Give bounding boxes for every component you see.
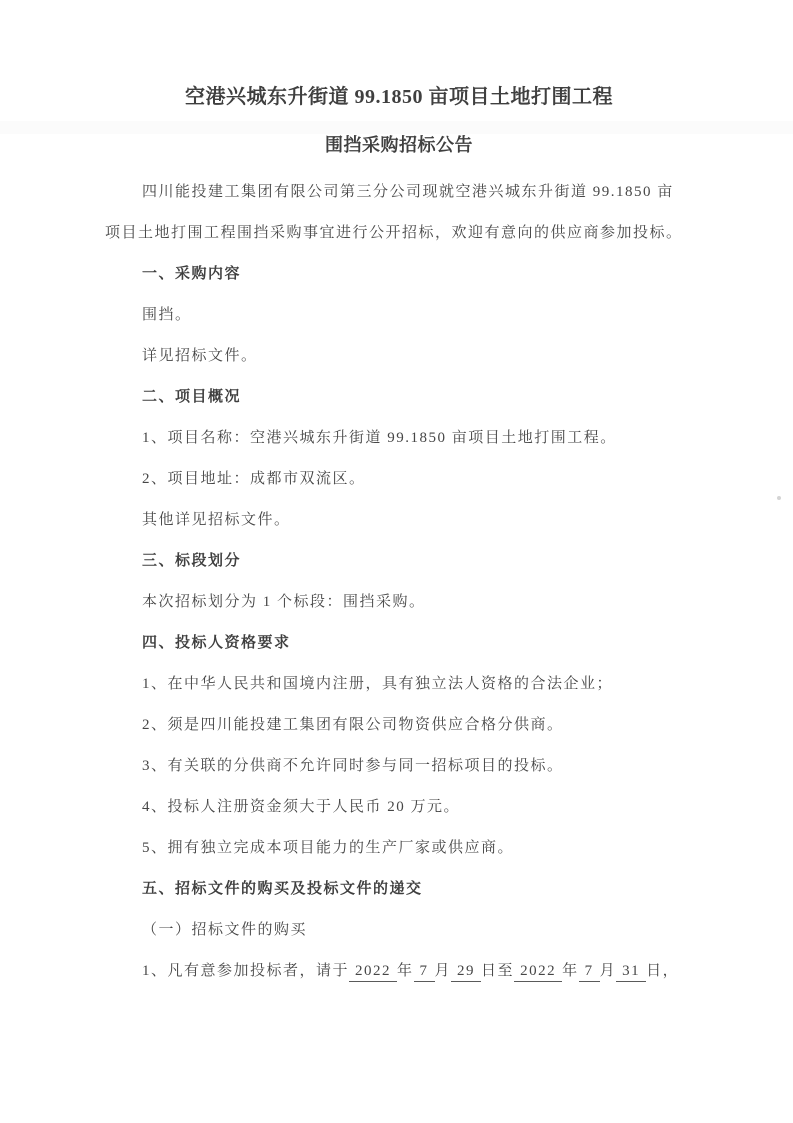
scan-artifact-dot (777, 496, 781, 500)
section-1-item-1: 围挡。 (142, 307, 192, 323)
section-1-item-2: 详见招标文件。 (142, 348, 258, 364)
end-year-blank: 2022 (514, 962, 562, 982)
section-4-item-3: 3、有关联的分供商不允许同时参与同一招标项目的投标。 (142, 758, 564, 774)
section-heading-procurement-content: 一、采购内容 (142, 266, 242, 282)
purchase-line-suffix: 日， (646, 963, 680, 979)
document-subtitle: 围挡采购招标公告 (325, 135, 473, 155)
section-heading-project-overview: 二、项目概况 (142, 389, 242, 405)
end-day-blank: 31 (616, 962, 646, 982)
subsection-heading-document-purchase: （一）招标文件的购买 (142, 922, 308, 938)
purchase-line-prefix: 1、凡有意参加投标者，请于 (142, 963, 350, 979)
start-month-blank: 7 (414, 962, 435, 982)
purchase-period-line (105, 951, 693, 992)
section-2-item-1: 1、项目名称：空港兴城东升街道 99.1850 亩项目土地打围工程。 (142, 430, 617, 446)
section-heading-bid-sections: 三、标段划分 (142, 553, 242, 569)
section-heading-document-purchase-submission: 五、招标文件的购买及投标文件的递交 (142, 881, 423, 897)
section-4-item-1: 1、在中华人民共和国境内注册，具有独立法人资格的合法企业； (142, 676, 614, 692)
unit-year-2: 年 (562, 963, 579, 979)
intro-paragraph (105, 172, 693, 254)
intro-line-1: 四川能投建工集团有限公司第三分公司现就空港兴城东升街道 99.1850 亩 (142, 184, 674, 200)
document-title: 空港兴城东升街道 99.1850 亩项目土地打围工程 (185, 86, 613, 108)
end-month-blank: 7 (579, 962, 600, 982)
unit-month-1: 月 (434, 963, 452, 979)
section-4-item-4: 4、投标人注册资金须大于人民币 20 万元。 (142, 799, 461, 815)
intro-line-2: 项目土地打围工程围挡采购事宜进行公开招标，欢迎有意向的供应商参加投标。 (105, 225, 683, 241)
section-heading-bidder-qualifications: 四、投标人资格要求 (142, 635, 291, 651)
mid-text: 日至 (481, 963, 515, 979)
section-4-item-5: 5、拥有独立完成本项目能力的生产厂家或供应商。 (142, 840, 515, 856)
section-4-item-2: 2、须是四川能投建工集团有限公司物资供应合格分供商。 (142, 717, 564, 733)
start-year-blank: 2022 (349, 962, 397, 982)
unit-year-1: 年 (397, 963, 414, 979)
section-2-item-3: 其他详见招标文件。 (142, 512, 291, 528)
section-3-item-1: 本次招标划分为 1 个标段：围挡采购。 (142, 594, 426, 610)
section-2-item-2: 2、项目地址：成都市双流区。 (142, 471, 366, 487)
start-day-blank: 29 (451, 962, 481, 982)
unit-month-2: 月 (599, 963, 617, 979)
